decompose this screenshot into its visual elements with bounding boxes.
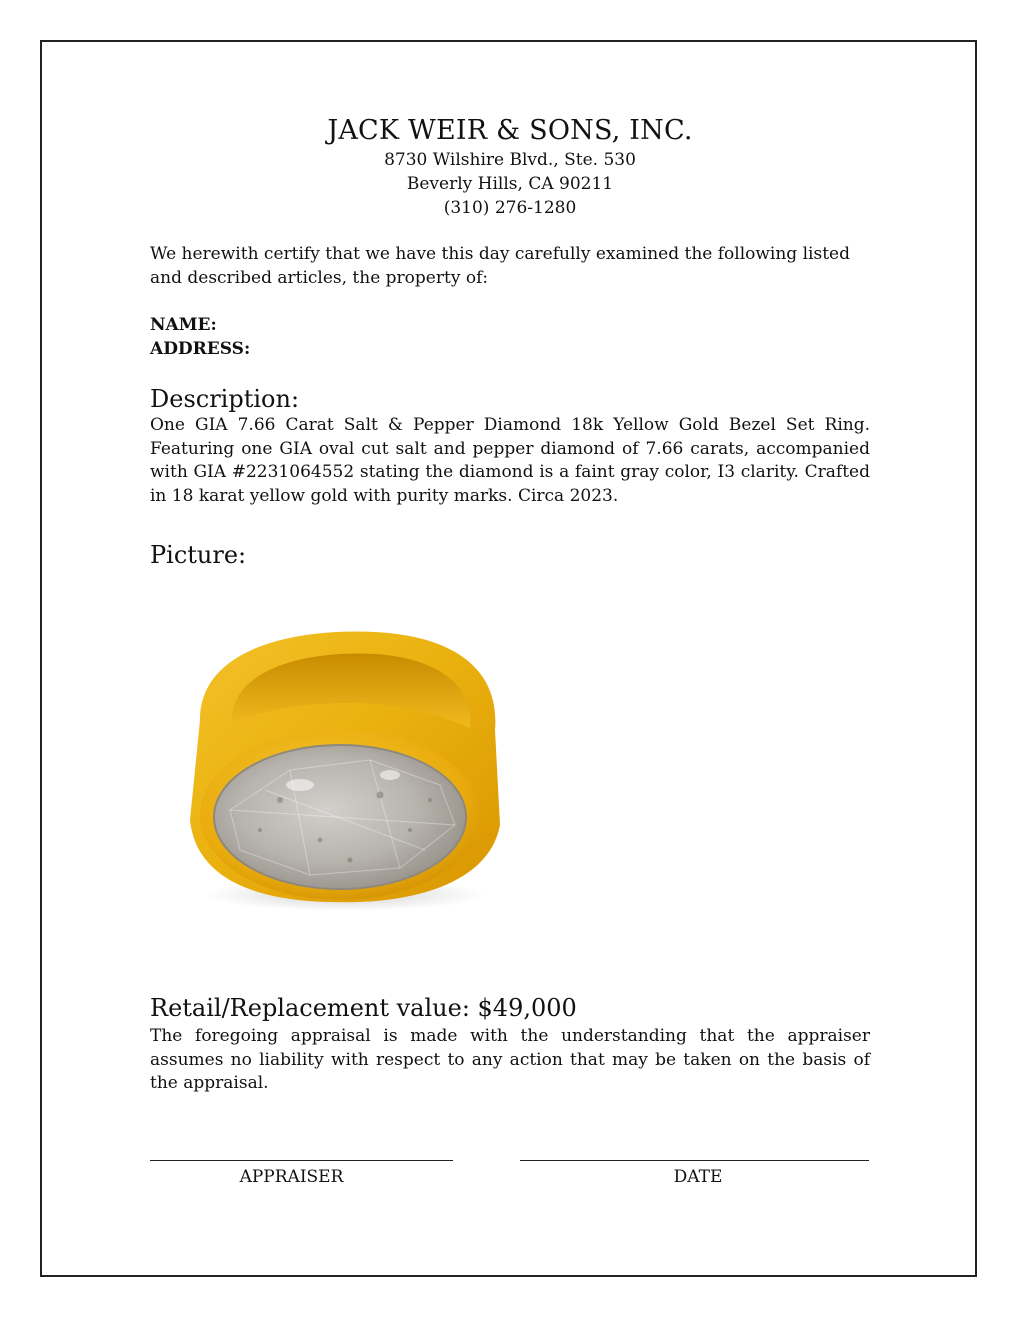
phone-number: (310) 276-1280 — [443, 198, 577, 218]
certification-intro: We herewith certify that we have this day carefully examined the following listed and described articles, the property of: — [150, 244, 850, 288]
address-label: ADDRESS: — [150, 339, 251, 359]
ring-photo — [170, 610, 520, 920]
replacement-value: Retail/Replacement value: $49,000 — [150, 994, 577, 1022]
picture-heading: Picture: — [150, 541, 247, 569]
address-line-1: 8730 Wilshire Blvd., Ste. 530 — [384, 150, 636, 170]
company-name: JACK WEIR & SONS, INC. — [327, 115, 693, 146]
address-line-2: Beverly Hills, CA 90211 — [406, 174, 614, 194]
liability-disclaimer: The foregoing appraisal is made with the understanding that the appraiser assumes no liability with respect to any action that may be taken on the basis of the appraisal. — [150, 1026, 870, 1093]
description-text: One GIA 7.66 Carat Salt & Pepper Diamond 18k Yellow Gold Bezel Set Ring. Featuring one GIA oval cut salt and pepper diamond of 7.66 carats, accompanied with GIA #2231064552 stating the diamond is a faint gray color, I3 clarity. Crafted in 18 karat yellow gold with purity marks. Circa 2023. — [150, 415, 870, 506]
appraiser-signature-line — [150, 1160, 453, 1161]
name-label: NAME: — [150, 315, 217, 335]
letterhead — [0, 114, 1020, 220]
appraiser-label: APPRAISER — [239, 1167, 344, 1187]
date-label: DATE — [673, 1167, 723, 1187]
ring-illustration — [170, 610, 520, 920]
date-signature-line — [520, 1160, 869, 1161]
description-heading: Description: — [150, 385, 300, 413]
owner-fields — [150, 313, 870, 361]
